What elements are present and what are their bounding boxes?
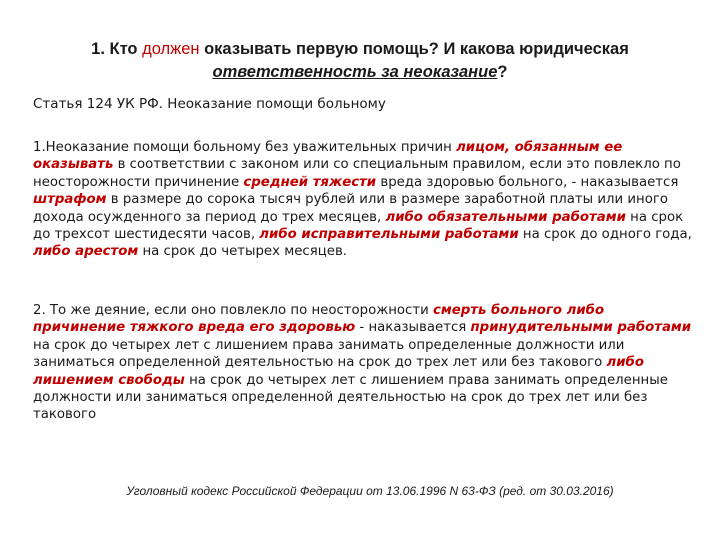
p1-text: в размере до сорока тысяч рублей или в размере заработной платы или иного дохода осужденного за период до трех месяцев, [33, 192, 669, 225]
p1-text: 1.Неоказание помощи больному без уважительных причин [33, 140, 457, 155]
title-question-mark: ? [497, 63, 508, 81]
p2-text: на срок до четырех лет с лишением права занимать определенные должности или заниматься определенной деятельностью на срок до трех лет или без такового [33, 337, 625, 371]
p2-highlight: либо лишением свободы [33, 355, 644, 388]
p2-text: на срок до четырех лет с лишением права занимать определенные должности или заниматься определенной деятельностью на срок до трех лет или без такового [33, 372, 668, 423]
p1-highlight: либо арестом [33, 244, 139, 260]
p1-highlight: штрафом [33, 192, 107, 208]
article-paragraph-2 [33, 302, 698, 424]
p2-text: 2. То же деяние, если оно повлекло по неосторожности [33, 303, 433, 318]
p1-text: в соответствии с законом или со специальным правилом, если это повлекло по неосторожности причинение [33, 157, 681, 190]
title-highlight-must: должен [142, 40, 200, 58]
p1-highlight: средней тяжести [243, 174, 377, 190]
p1-text: вреда здоровью больного, - наказывается [376, 174, 679, 190]
p1-highlight: либо обязательными работами [385, 209, 626, 225]
title-text-2: оказывать первую помощь? И какова юридическая [199, 40, 629, 58]
p1-text: на срок до одного года, [518, 227, 692, 243]
title-text-1: 1. Кто [91, 40, 143, 58]
p1-highlight: лицом, обязанным ее оказывать [33, 140, 623, 173]
p1-highlight: либо исправительными работами [259, 227, 519, 243]
article-heading: Статья 124 УК РФ. Неоказание помощи больному [33, 96, 386, 112]
p1-text: на срок до четырех месяцев. [138, 244, 348, 260]
p2-text: - наказывается [355, 320, 471, 336]
p1-text: на срок до трехсот шестидесяти часов, [33, 209, 684, 243]
title-underlined-liability: ответственность за неоказание [212, 63, 498, 81]
source-citation: Уголовный кодекс Российской Федерации от 13.06.1996 N 63-ФЗ (ред. от 30.03.2016) [126, 484, 614, 498]
p2-highlight: принудительными работами [470, 320, 692, 336]
slide-title [40, 38, 680, 84]
p2-highlight: смерть больного либо причинение тяжкого вреда его здоровью [33, 303, 605, 336]
article-paragraph-1 [33, 139, 698, 261]
